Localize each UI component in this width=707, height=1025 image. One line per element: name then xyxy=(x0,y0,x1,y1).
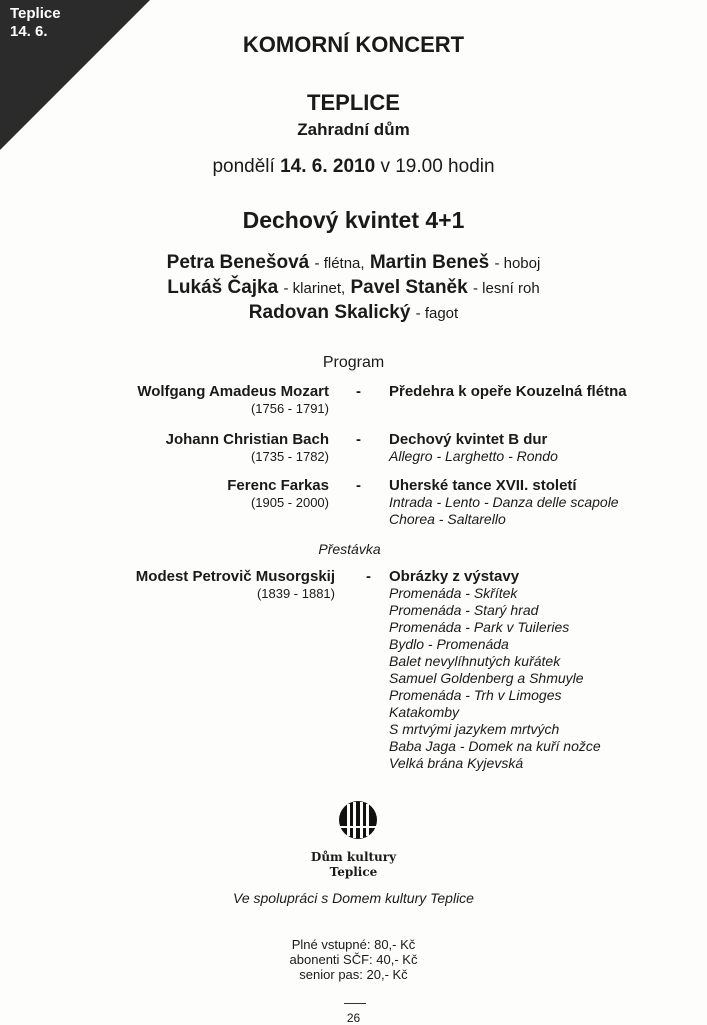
movement: Velká brána Kyjevská xyxy=(389,755,524,771)
city-heading: TEPLICE xyxy=(307,90,400,115)
composer-name: Wolfgang Amadeus Mozart xyxy=(137,383,329,400)
composer-block xyxy=(227,477,329,511)
work-title: Obrázky z výstavy xyxy=(389,568,520,585)
program-dash: - xyxy=(366,568,371,585)
movement: Chorea - Saltarello xyxy=(389,511,506,527)
movement: Promenáda - Trh v Limoges xyxy=(389,687,562,703)
players-line xyxy=(0,302,707,324)
price-line: Plné vstupné: 80,- Kč xyxy=(291,937,416,952)
composer-years: (1839 - 1881) xyxy=(256,586,335,601)
composer-block xyxy=(121,383,329,417)
player-name: Martin Beneš xyxy=(369,252,490,273)
venue-heading: Zahradní dům xyxy=(297,120,410,139)
program-dash: - xyxy=(356,431,361,448)
concert-date-line xyxy=(0,156,707,178)
movement: Baba Jaga - Domek na kuří nožce xyxy=(389,738,601,754)
movement: S mrtvými jazykem mrtvých xyxy=(389,721,560,737)
movement: Samuel Goldenberg a Shmuyle xyxy=(389,670,584,686)
logo-line: Dům kultury xyxy=(310,850,397,864)
intermission-label: Přestávka xyxy=(318,541,381,557)
ensemble-name: Dechový kvintet 4+1 xyxy=(242,207,465,233)
work-title: Uherské tance XVII. století xyxy=(389,477,577,494)
work-block xyxy=(389,431,558,465)
composer-name: Modest Petrovič Musorgskij xyxy=(135,568,335,585)
movement: Promenáda - Skřítek xyxy=(389,585,518,601)
concert-date: 14. 6. 2010 xyxy=(280,156,376,177)
work-block xyxy=(389,477,619,528)
composer-block xyxy=(161,431,329,465)
player-role: - flétna, xyxy=(314,255,365,272)
work-title: Dechový kvintet B dur xyxy=(389,431,548,448)
composer-years: (1735 - 1782) xyxy=(250,449,329,464)
price-line: senior pas: 20,- Kč xyxy=(299,967,408,982)
movement: Bydlo - Promenáda xyxy=(389,636,509,652)
movement: Intrada - Lento - Danza delle scapole xyxy=(389,494,619,510)
program-heading: Program xyxy=(322,354,385,371)
player-name: Lukáš Čajka xyxy=(167,277,279,298)
date-prefix: pondělí xyxy=(212,156,275,177)
composer-name: Johann Christian Bach xyxy=(165,431,329,448)
work-block xyxy=(389,383,627,400)
player-name: Pavel Staněk xyxy=(350,277,468,298)
player-name: Radovan Skalický xyxy=(248,302,411,323)
players-line xyxy=(0,252,707,274)
dum-kultury-logo-icon xyxy=(338,798,378,842)
movement: Allegro - Larghetto - Rondo xyxy=(389,448,558,464)
player-role: - lesní roh xyxy=(472,280,540,297)
movement: Promenáda - Starý hrad xyxy=(389,602,539,618)
corner-date: 14. 6. xyxy=(10,23,48,40)
page-title: KOMORNÍ KONCERT xyxy=(242,32,465,57)
movement: Balet nevylíhnutých kuřátek xyxy=(389,653,561,669)
composer-years: (1756 - 1791) xyxy=(250,401,329,416)
page-number-rule xyxy=(344,1003,366,1004)
cooperation-note: Ve spolupráci s Domem kultury Teplice xyxy=(233,890,474,906)
player-name: Petra Benešová xyxy=(166,252,310,273)
price-line: abonenti SČF: 40,- Kč xyxy=(289,952,418,967)
program-dash: - xyxy=(356,477,361,494)
composer-block xyxy=(127,568,335,602)
date-suffix: v 19.00 hodin xyxy=(380,156,495,177)
player-role: - klarinet, xyxy=(283,280,346,297)
player-role: - fagot xyxy=(415,305,459,322)
work-block xyxy=(389,568,601,772)
program-dash: - xyxy=(356,383,361,400)
composer-years: (1905 - 2000) xyxy=(250,495,329,510)
players-line xyxy=(0,277,707,299)
corner-place: Teplice xyxy=(10,5,61,22)
page-number: 26 xyxy=(346,1011,361,1025)
logo-line: Teplice xyxy=(329,865,378,879)
movement: Katakomby xyxy=(389,704,460,720)
work-title: Předehra k opeře Kouzelná flétna xyxy=(389,383,627,400)
movement: Promenáda - Park v Tuileries xyxy=(389,619,570,635)
logo-text xyxy=(0,850,707,880)
player-role: - hoboj xyxy=(494,255,541,272)
composer-name: Ferenc Farkas xyxy=(227,477,329,494)
